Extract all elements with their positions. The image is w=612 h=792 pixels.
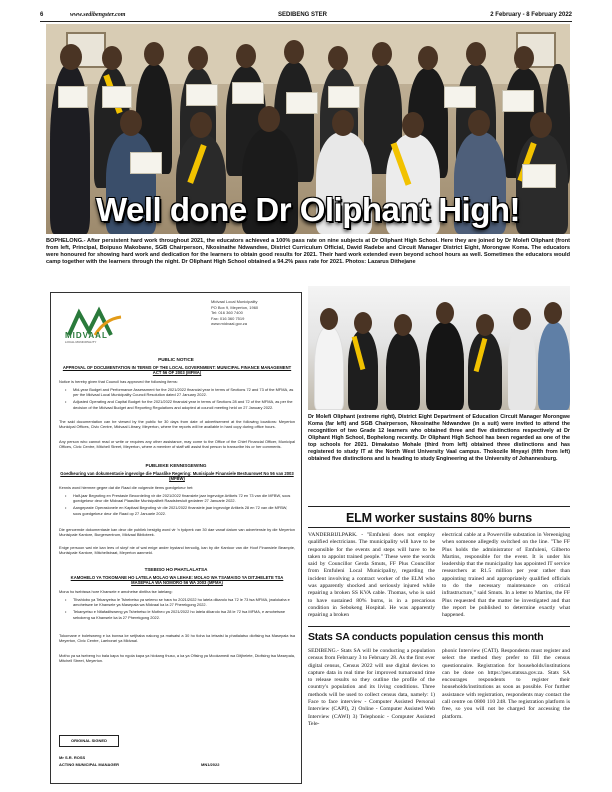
photo-person-head bbox=[402, 112, 424, 138]
photo-person-head bbox=[468, 110, 490, 136]
photo-person-head bbox=[513, 308, 531, 330]
paper-name: SEDIBENG STER bbox=[278, 12, 328, 18]
photo-person-head bbox=[354, 312, 372, 334]
elm-headline: ELM worker sustains 80% burns bbox=[308, 506, 570, 528]
photo-person-head bbox=[476, 314, 494, 336]
photo-person-head bbox=[372, 42, 392, 66]
photo-person-head bbox=[284, 40, 304, 64]
elm-column-1: VANDERBIJLPARK. - "Emfuleni does not employ qualified electricians. The municipality will have to be responsible for the events and steps will have to be taken to appoint trained people." These were the words said by Councillor Gerda Smuts, FF Plus Councillor from Emfuleni Local Municipality, regarding the incident involving a contract worker of the ELM who was apparently shocked and seriously injured while repairing a broken SS KVA cable. Thomas, who is said to have sustained 80% burns, is in a precarious condition in Sebokeng Hospital. He was apparently repairing a broken bbox=[308, 532, 435, 619]
certificate bbox=[444, 86, 476, 108]
photo-person bbox=[426, 322, 464, 410]
issue-date: 2 February - 8 February 2022 bbox=[490, 12, 572, 18]
photo-person bbox=[508, 326, 536, 410]
website: www.sedibengster.com bbox=[70, 12, 126, 18]
photo-person bbox=[386, 332, 420, 410]
photo-person-head bbox=[258, 106, 280, 132]
section3-title: TSEBISO HO PHATLALATSA bbox=[144, 567, 208, 572]
address-line: Fax: 016 360 7519 bbox=[211, 315, 245, 321]
certificate bbox=[232, 82, 264, 104]
section2-paragraph: Die genoemde dokumentasie kan deur die publiek besigtig word vir 'n tydperk van 30 dae vanaf datum van advertensie by die Meyerton Munisipale Kantore, Burgersentrum, Midvaal Biblioteek. bbox=[59, 527, 295, 538]
photo-person bbox=[314, 326, 344, 410]
section2-subtitle: Goedkeuring van dokumentasie ingevolge die Plaaslike Regering: Munisipale Finansiele Bestuurswet No 56 van 2003 (MFBW) bbox=[60, 471, 294, 481]
certificate bbox=[328, 86, 360, 108]
notice-number: MN1/2022 bbox=[201, 762, 220, 767]
photo-person-head bbox=[530, 112, 552, 138]
page-number: 6 bbox=[40, 12, 44, 18]
logo-subtext: LOCAL MUNICIPALITY bbox=[65, 340, 97, 344]
photo-person-head bbox=[320, 308, 338, 330]
photo-person bbox=[538, 322, 570, 410]
section1-intro: Notice is hereby given that Council has approved the following items: bbox=[59, 379, 178, 384]
certificate bbox=[130, 152, 162, 174]
municipal-address bbox=[211, 299, 297, 327]
bullet-item: • Mid-year Budget and Performance Assessment for the 2021/2022 financial year in terms of Sections 72 and 73 of the MFMA, as per the Midvaal Local Municipality Council Resolution dated 27 January 2022. bbox=[65, 387, 295, 397]
photo-person-head bbox=[418, 46, 438, 70]
section3-intro: Mona ho tsebiswa hore Khansele e amohetse dintlha tse latelang: bbox=[59, 589, 173, 594]
section3-paragraph: Motho ya sa tsebeng ho bala kapa ho ngola kapa ya hlokang thuso, a ka ya Ofising ya Mookamedi wa Ditjhelete, Diofising tsa Masepala, Mitchell Street, Meyerton. bbox=[59, 653, 295, 664]
section2-bullets bbox=[65, 493, 295, 518]
photo-person-head bbox=[144, 42, 164, 66]
address-line: PO Box 9, Meyerton, 1960 bbox=[211, 304, 259, 310]
photo-person-head bbox=[436, 302, 454, 324]
original-signed-box: ORIGINAL SIGNED bbox=[59, 735, 119, 747]
main-headline: Well done Dr Oliphant High! bbox=[95, 191, 521, 228]
section1-bullets bbox=[65, 387, 295, 412]
photo-person-head bbox=[332, 110, 354, 136]
photo-person-head bbox=[394, 314, 412, 336]
census-headline: Stats SA conducts population census this month bbox=[308, 626, 570, 646]
address-line: www.midvaal.gov.za bbox=[211, 321, 247, 326]
certificate bbox=[102, 86, 132, 108]
signatory-name: Mr S.R. ROSS bbox=[59, 755, 86, 760]
certificate bbox=[502, 90, 534, 112]
photo-person-head bbox=[190, 112, 212, 138]
signatory-title: ACTING MUNICIPAL MANAGER bbox=[59, 762, 120, 767]
section1-paragraph: The said documentation can be viewed by the public for 30 days from date of advertisement at the following locations: Meyerton Municipal Offices, Civic Centre, Midvaal Library, Meyerton, where the reports will be available in hard copy during office hours. bbox=[59, 419, 295, 430]
certificate bbox=[286, 92, 318, 114]
section3-bullets bbox=[65, 597, 295, 622]
header-divider bbox=[40, 21, 572, 22]
photo-person-head bbox=[236, 44, 256, 68]
bullet-item: • Tekanyetso e Ntlafaditsweng ya Tshebetso le Motheo ya 2021/2022 ho latela dikarolo tsa 28 le 72 tsa MFMA, e amohetswe sebokeng sa Khansele ka la 27 Pherekgong 2022. bbox=[65, 609, 295, 619]
photo-person-head bbox=[60, 44, 82, 70]
section1-title: PUBLIC NOTICE bbox=[158, 357, 194, 362]
section1-paragraph: Any person who cannot read or write or requires any other assistance, may come to the Office of the Chief Financial Officer, Municipal Offices, Civic Centre, Mitchell Street, Meyerton, where a member of staff will assist that person to transcribe his or her comments. bbox=[59, 439, 295, 450]
photo-person-head bbox=[544, 302, 562, 324]
bullet-item: • Tlhahlobo ya Tekanyetso le Tshebetso ya selemo se hara ho 2021/2022 ho latela dikarolo tsa 72 le 73 tsa MFMA, jwalokaha e amohetswe ke Khansele ya Masepala wa Midvaal ka la 27 Pherekgong 2022. bbox=[65, 597, 295, 607]
section2-paragraph: Enige persoon wat nie kan lees of skryf nie of wat enige ander bystand benodig, kan by die Kantoor van die Hoof Finansiele Beampte, Munisipale Kantore, Mitchellstraat, Meyerton aanmeld. bbox=[59, 545, 295, 556]
photo-person-head bbox=[514, 46, 534, 70]
photo-person-head bbox=[328, 46, 348, 70]
section1-subtitle: APPROVAL OF DOCUMENTATION IN TERMS OF THE LOCAL GOVERNMENT: MUNICIPAL FINANCE MANAGEMENT ACT 56 OF 2003 (MFMA) bbox=[62, 365, 292, 375]
photo-person-head bbox=[120, 110, 142, 136]
bullet-item: • Half-jaar Begroting en Prestasie Beoordeling vir die 2021/2022 finansiele jaar ingevolge Artikels 72 en 73 van die MFBW, soos goedgekeur deur die Midvaal Plaaslike Munisipaliteit Raadsbesluit gedateer 27 Januarie 2022. bbox=[65, 493, 295, 503]
main-group-photo bbox=[46, 24, 570, 234]
address-line: Midvaal Local Municipality bbox=[211, 299, 258, 304]
certificate bbox=[522, 164, 556, 188]
bullet-item: • Adjusted Operating and Capital Budget for the 2021/2022 financial year in terms of Sections 28 and 72 of the MFMA, as per the decision of the Midvaal Budget and Reporting Regulations and adopted at council meeting held on 27 January 2022. bbox=[65, 399, 295, 409]
census-column-2: phonic Interview (CATI). Respondents must register and select the method they prefer to fill the census questionnaire. Registration for households/institutions can be done on https://pes.statssa.gov.za. Stats SA encourages respondents to register their households/institutions as soon as possible. For further assistance with registration, respondents may contact the call centre on 0800 110 248. The registration platform is free, so you will not be charged for accessing the platform. bbox=[442, 648, 570, 720]
bullet-item: • Aangepaste Operasionele en Kapitaal Begroting vir die 2021/2022 finansiele jaar ingevolge Artikels 28 en 72 van die MFBW, soos goedgekeur deur die Raad op 27 Januarie 2022. bbox=[65, 505, 295, 515]
photo-person-head bbox=[188, 46, 208, 70]
learners-photo-caption: Dr Molefi Oliphant (extreme right), District Eight Department of Education Circuit Manager Morongwe Koma (far left) and SGB Chairperson, Nkosinathe Ndwandwe (in a suit) were invited to attend the recognition of two Grade 12 learners who obtained three and five distinctions respectively at Dr Oliphant High School, Bophelong recently. Dr Oliphant High School has been regarded as one of the top schools for 2021. Dimakatso Mohale (third from left) obtained three distinctions and has registered to study IT at the North West University Vaal campus. Thokozile Mnyayi (fifth from left) obtained five distinctions and is heading to study Engineering at the University of Johannesburg. bbox=[308, 414, 570, 462]
certificate bbox=[186, 84, 218, 106]
main-photo-caption: BOPHELONG.- After persistent hard work throughout 2021, the educators achieved a 100% pass rate on nine subjects at Dr Oliphant High School. Here they are joined by Dr Molefi Oliphant (front from left, Principal, Boipuso Makobane, SGB Chairperson, Nkosinathe Ndwandwe, District Curriculum Official, David Radebe and Circuit Manager District Eight, Morongwe Koma. The educators were honoured for showing hard work and dedication for the learners to obtain good results for 2021. Their hard work extended even beyond school hours as well. Sometimes the educators would camp together with the learners through the night. Dr Oliphant High School obtained a 94.2% pass rate for 2021. Photos: Lazarus Dithejane bbox=[46, 238, 570, 265]
elm-column-2: electrical cable at a Powerville substation in Vereeniging when someone allegedly switched on the line. "The FF Plus holds the administrator of Emfuleni, Gilberto Martins, responsible for the event. It is under his leadership that the municipality has appointed IT service researchers at R1.5 million per year rather than appointing trained and appropriately qualified officials to do the necessary maintenance on critical infrastructure," said Smuts. In a letter to Martins, the FF Plus requested that the matter be investigated and that the report be published to determine exactly what happened. bbox=[442, 532, 570, 619]
section2-intro: Kennis word hiermee gegee dat die Raad die volgende items goedgekeur het: bbox=[59, 485, 194, 490]
photo-person-head bbox=[102, 46, 122, 70]
section3-paragraph: Tokomane e boletsweng e ka bonwa ke setjhaba nakong ya matsatsi a 30 ho tloha ka letsatsi la phatlalatso diofising tsa Masepala tsa Meyerton, Civic Centre, Laeborari ya Midvaal. bbox=[59, 633, 295, 644]
photo-person-head bbox=[466, 42, 486, 66]
census-column-1: SEDIBENG.- Stats SA will be conducting a population census from February 3 to February 28. As the first ever digital census, Census 2022 will use digital devices to capture data in real time for improved turnaround time to release results so they outline the profile of the country's population and its living conditions. Three methods will be used to collect census data, namely: 1) Face to face interview - Computer Assisted Personal Interview (CAPI), 2) Online - Computer Assisted Web Interview (CAWI) 3) Telephonic - Computer Assisted Tele- bbox=[308, 648, 435, 727]
midvaal-public-notice-ad bbox=[50, 292, 302, 784]
section2-title: PUBLIEKE KENNISGEWING bbox=[145, 463, 207, 468]
address-line: Tel: 016 360 7400 bbox=[211, 310, 243, 315]
certificate bbox=[58, 86, 88, 108]
section3-subtitle: KAMOHELO YA TOKOMANE HO LATELA MOLAO WA LEHAE: MOLAO WA TSAMAISO YA DITJHELETE TSA MASEPALA WA NOMORO 56 WA 2003 (MFMA) bbox=[70, 575, 284, 585]
learners-photo bbox=[308, 286, 570, 410]
logo-text: MIDVAAL bbox=[65, 331, 108, 340]
